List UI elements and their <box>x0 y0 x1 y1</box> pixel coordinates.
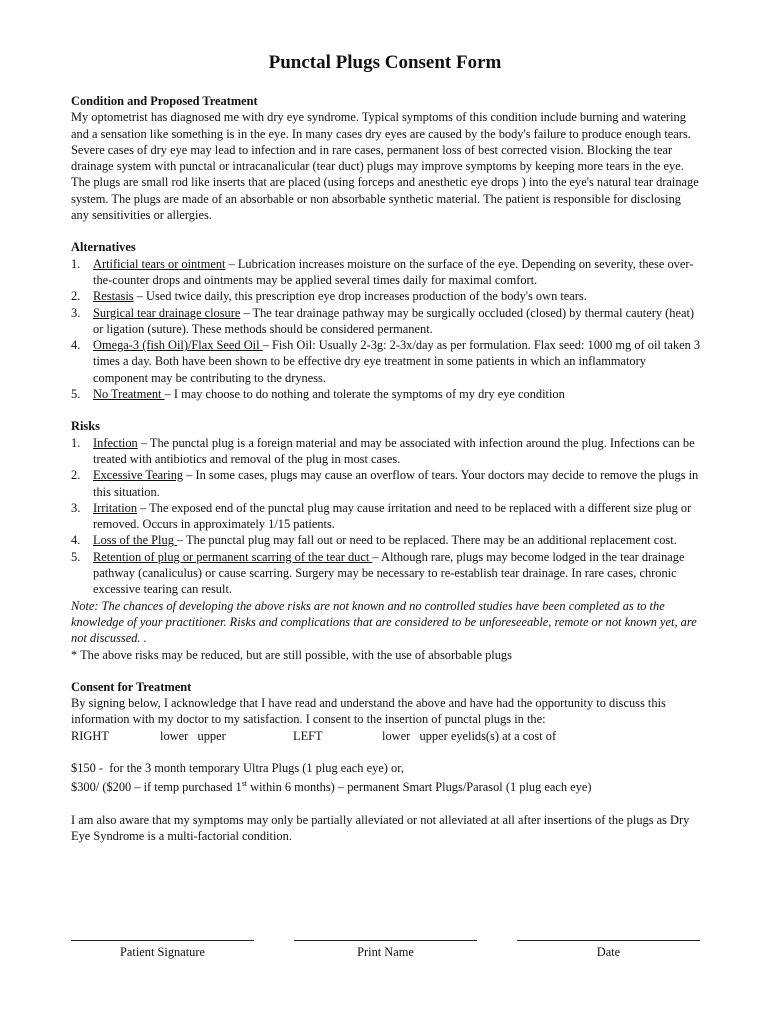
risk-text: – Although rare, plugs may become lodged in the tear drainage pathway (canaliculus) or cause scarring. Surgery may be necessary to re-establish tear drainage. In rare cases, chronic excessive tearing can result. <box>93 549 685 597</box>
risk-item: 3. Irritation – The exposed end of the punctal plug may cause irritation and need to be replaced with a different size plug or removed. Occurs in approximately 1/15 patients. <box>71 500 692 532</box>
print-name-label: Print Name <box>357 945 414 959</box>
consent-heading: Consent for Treatment <box>71 679 192 694</box>
alternative-text: – Fish Oil: Usually 2-3g: 2-3x/day as per formulation. Flax seed: 1000 mg of oil taken 3 times a day. Both have been shown to be effective dry eye treatment in some patients in which an inflammatory component may be contributing to the dryness. <box>93 338 701 385</box>
risks-list <box>71 435 701 598</box>
risk-text: – In some cases, plugs may cause an overflow of tears. Your doctors may decide to remove the plugs in this situation. <box>93 468 699 499</box>
risk-title: Irritation <box>93 500 138 515</box>
alternative-text: – Used twice daily, this prescription eye drop increases production of the body's own tears. <box>133 289 587 304</box>
print-name-line[interactable] <box>294 940 477 941</box>
risks-note: Note: The chances of developing the above risks are not known and no controlled studies have been completed as to the knowledge of your practitioner. Risks and complications that are considered to be unforeseeable, remote or not known yet, are not discussed. . <box>71 598 697 646</box>
risk-item: 4. Loss of the Plug – The punctal plug may fall out or need to be replaced. There may be an additional replacement cost. <box>71 533 677 548</box>
date-label: Date <box>596 945 621 959</box>
left-eye-label: LEFT <box>293 728 323 743</box>
alternative-item: 1. Artificial tears or ointment – Lubrication increases moisture on the surface of the eye. Depending on severity, these over-the-counter drops and ointments may be applied several times daily for maximal comfort. <box>71 256 694 287</box>
risk-item: 5. Retention of plug or permanent scarring of the tear duct – Although rare, plugs may become lodged in the tear drainage pathway (canaliculus) or cause scarring. Surgery may be necessary to re-establish tear drainage. In rare cases, chronic excessive tearing can result. <box>71 549 685 597</box>
alternative-text: – Lubrication increases moisture on the surface of the eye. Depending on severity, these over-the-counter drops and ointments may be applied several times daily for maximal comfort. <box>93 256 694 287</box>
risk-text: – The punctal plug is a foreign material and may be associated with infection around the plug. Infections can be treated with antibiotics and removal of the plug in most cases. <box>93 435 695 466</box>
form-body <box>71 93 701 844</box>
alternative-title: Surgical tear drainage closure <box>93 305 241 320</box>
alternative-item: 4. Omega-3 (fish Oil)/Flax Seed Oil – Fish Oil: Usually 2-3g: 2-3x/day as per formulation. Flax seed: 1000 mg of oil taken 3 times a day. Both have been shown to be effective dry eye treatment in some patients in which an inflammatory component may be contributing to the dryness. <box>71 338 701 385</box>
alternatives-list <box>71 256 701 403</box>
condition-heading: Condition and Proposed Treatment <box>71 94 258 108</box>
date-line[interactable] <box>517 940 700 941</box>
alternative-item: 3. Surgical tear drainage closure – The tear drainage pathway may be surgically occluded (closed) by thermal cautery (heat) or ligation (suture). These methods should be considered permanent. <box>71 305 695 336</box>
alternative-title: Artificial tears or ointment <box>93 256 226 271</box>
risk-item: 2. Excessive Tearing – In some cases, plugs may cause an overflow of tears. Your doctors may decide to remove the plugs in this situation. <box>71 468 699 499</box>
alternative-text: – The tear drainage pathway may be surgically occluded (closed) by thermal cautery (heat) or ligation (suture). These methods should be considered permanent. <box>93 305 695 336</box>
risk-title: Retention of plug or permanent scarring of the tear duct <box>93 549 373 564</box>
risk-text: – The exposed end of the punctal plug may cause irritation and need to be replaced with a different size plug or removed. Occurs in approximately 1/15 patients. <box>93 500 692 532</box>
alternative-item: 2. Restasis – Used twice daily, this prescription eye drop increases production of the body's own tears. <box>71 289 587 304</box>
alternative-title: No Treatment <box>93 387 165 402</box>
price-option-permanent: $300/ ($200 – if temp purchased 1st within 6 months) – permanent Smart Plugs/Parasol (1 plug each eye) <box>71 779 592 795</box>
page-title: Punctal Plugs Consent Form <box>268 52 502 73</box>
right-eye-label: RIGHT <box>71 728 109 743</box>
alternative-text: – I may choose to do nothing and tolerate the symptoms of my dry eye condition <box>164 387 565 402</box>
right-eyelid-options[interactable]: lower upper <box>160 728 226 743</box>
risks-heading: Risks <box>71 419 100 434</box>
patient-signature-label: Patient Signature <box>120 945 205 959</box>
consent-text: By signing below, I acknowledge that I have read and understand the above and have had the opportunity to discuss this information with my doctor to my satisfaction. I consent to the insertion of punctal plugs in the: <box>71 696 666 727</box>
risk-title: Loss of the Plug <box>93 533 177 548</box>
risks-footnote: * The above risks may be reduced, but are still possible, with the use of absorbable plugs <box>71 647 512 662</box>
alternative-title: Restasis <box>93 289 134 304</box>
risk-title: Infection <box>93 435 138 450</box>
price-option-temporary: $150 - for the 3 month temporary Ultra Plugs (1 plug each eye) or, <box>71 760 404 775</box>
risk-text: – The punctal plug may fall out or need to be replaced. There may be an additional replacement cost. <box>176 533 677 548</box>
awareness-statement: I am also aware that my symptoms may only be partially alleviated or not alleviated at all after insertions of the plugs as Dry Eye Syndrome is a multi-factorial condition. <box>71 812 690 843</box>
patient-signature-field[interactable] <box>71 930 254 960</box>
risk-title: Excessive Tearing <box>93 468 184 483</box>
risk-item: 1. Infection – The punctal plug is a foreign material and may be associated with infection around the plug. Infections can be treated with antibiotics and removal of the plug in most cases. <box>71 435 695 466</box>
signature-line[interactable] <box>71 940 254 941</box>
print-name-field[interactable] <box>294 930 477 960</box>
alternative-title: Omega-3 (fish Oil)/Flax Seed Oil <box>93 338 263 353</box>
date-field[interactable] <box>517 930 700 960</box>
signature-area <box>71 930 701 970</box>
condition-text: My optometrist has diagnosed me with dry eye syndrome. Typical symptoms of this condition include burning and watering and a sensation like something is in the eye. In many cases dry eyes are caused by the body's failure to produce enough tears. Severe cases of dry eye may lead to infection and in rare cases, permanent loss of best corrected vision. Blocking the tear drainage system with punctal or intracanalicular (tear duct) plugs may improve symptoms by keeping more tears in the eye. The plugs are small rod like inserts that are placed (using forceps and anesthetic eye drops ) into the eye's natural tear drainage system. The plugs are made of an absorbable or non absorbable synthetic material. The patient is responsible for disclosing any sensitivities or allergies. <box>71 110 699 223</box>
alternatives-heading: Alternatives <box>71 240 136 255</box>
alternative-item: 5. No Treatment – I may choose to do nothing and tolerate the symptoms of my dry eye condition <box>71 387 565 402</box>
left-eyelid-options[interactable]: lower upper eyelids(s) at a cost of <box>382 728 557 743</box>
eyelid-selection-row <box>71 728 701 744</box>
